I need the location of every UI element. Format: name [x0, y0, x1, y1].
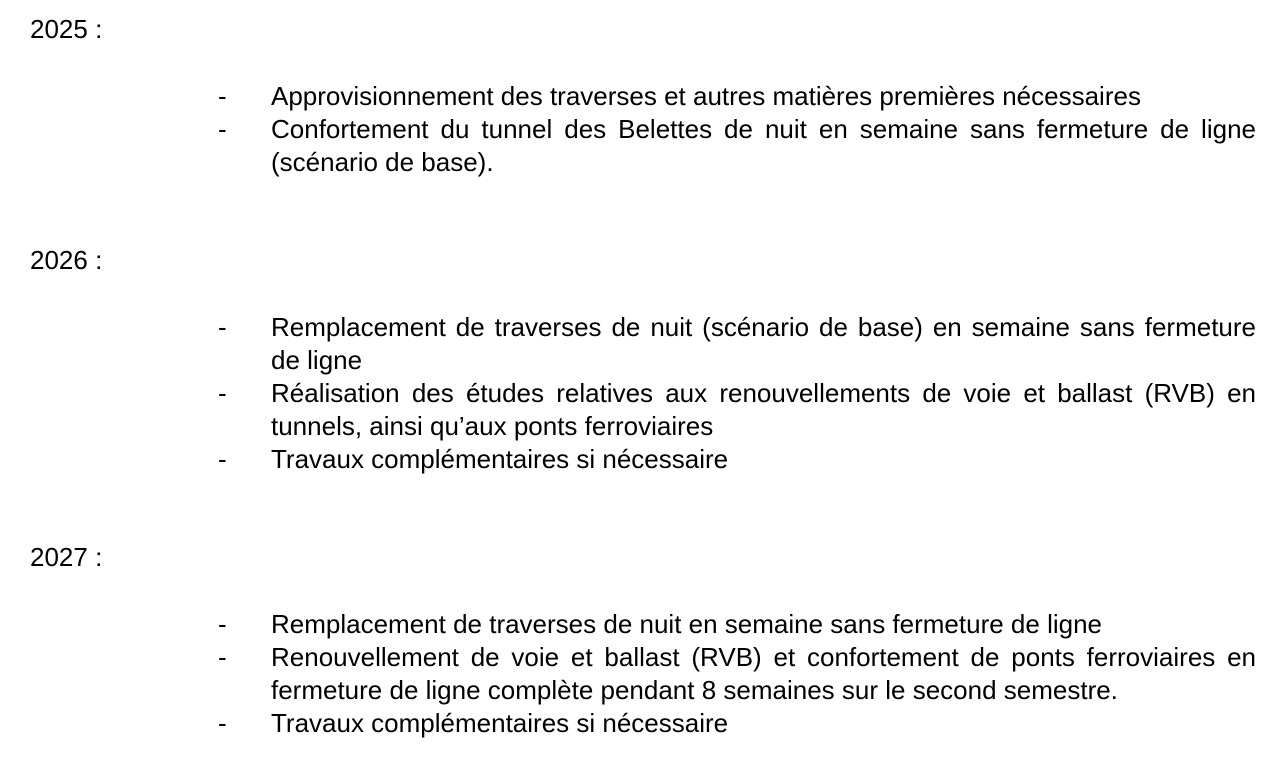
- bullet-list-2026: [0, 311, 1280, 476]
- bullet-dash: -: [218, 114, 227, 144]
- list-item: [0, 707, 1280, 740]
- bullet-dash: -: [218, 81, 227, 111]
- bullet-dash: -: [218, 609, 227, 639]
- list-item: [0, 80, 1280, 113]
- list-item-text: Renouvellement de voie et ballast (RVB) et confortement de ponts ferroviaires en fermeture de ligne complète pendant 8 semaines sur le second semestre.: [271, 642, 1256, 705]
- list-item-text: Remplacement de traverses de nuit (scénario de base) en semaine sans fermeture de ligne: [271, 312, 1256, 375]
- year-heading-2025: 2025 :: [30, 14, 103, 44]
- list-item: [0, 641, 1280, 707]
- bullet-list-2025: [0, 80, 1280, 179]
- bullet-dash: -: [218, 378, 227, 408]
- bullet-dash: -: [218, 444, 227, 474]
- bullet-dash: -: [218, 642, 227, 672]
- list-item-text: Travaux complémentaires si nécessaire: [271, 708, 729, 738]
- bullet-list-2027: [0, 608, 1280, 740]
- list-item-text: Travaux complémentaires si nécessaire: [271, 444, 729, 474]
- list-item: [0, 377, 1280, 443]
- list-item: [0, 608, 1280, 641]
- bullet-dash: -: [218, 312, 227, 342]
- list-item-text: Approvisionnement des traverses et autres matières premières nécessaires: [271, 81, 1141, 111]
- list-item-text: Remplacement de traverses de nuit en semaine sans fermeture de ligne: [271, 609, 1102, 639]
- year-heading-2026: 2026 :: [30, 245, 103, 275]
- bullet-dash: -: [218, 708, 227, 738]
- year-heading-2027: 2027 :: [30, 542, 103, 572]
- list-item: [0, 443, 1280, 476]
- list-item-text: Confortement du tunnel des Belettes de nuit en semaine sans fermeture de ligne (scénario de base).: [271, 114, 1256, 177]
- list-item: [0, 113, 1280, 179]
- list-item-text: Réalisation des études relatives aux renouvellements de voie et ballast (RVB) en tunnels, ainsi qu’aux ponts ferroviaires: [271, 378, 1256, 441]
- list-item: [0, 311, 1280, 377]
